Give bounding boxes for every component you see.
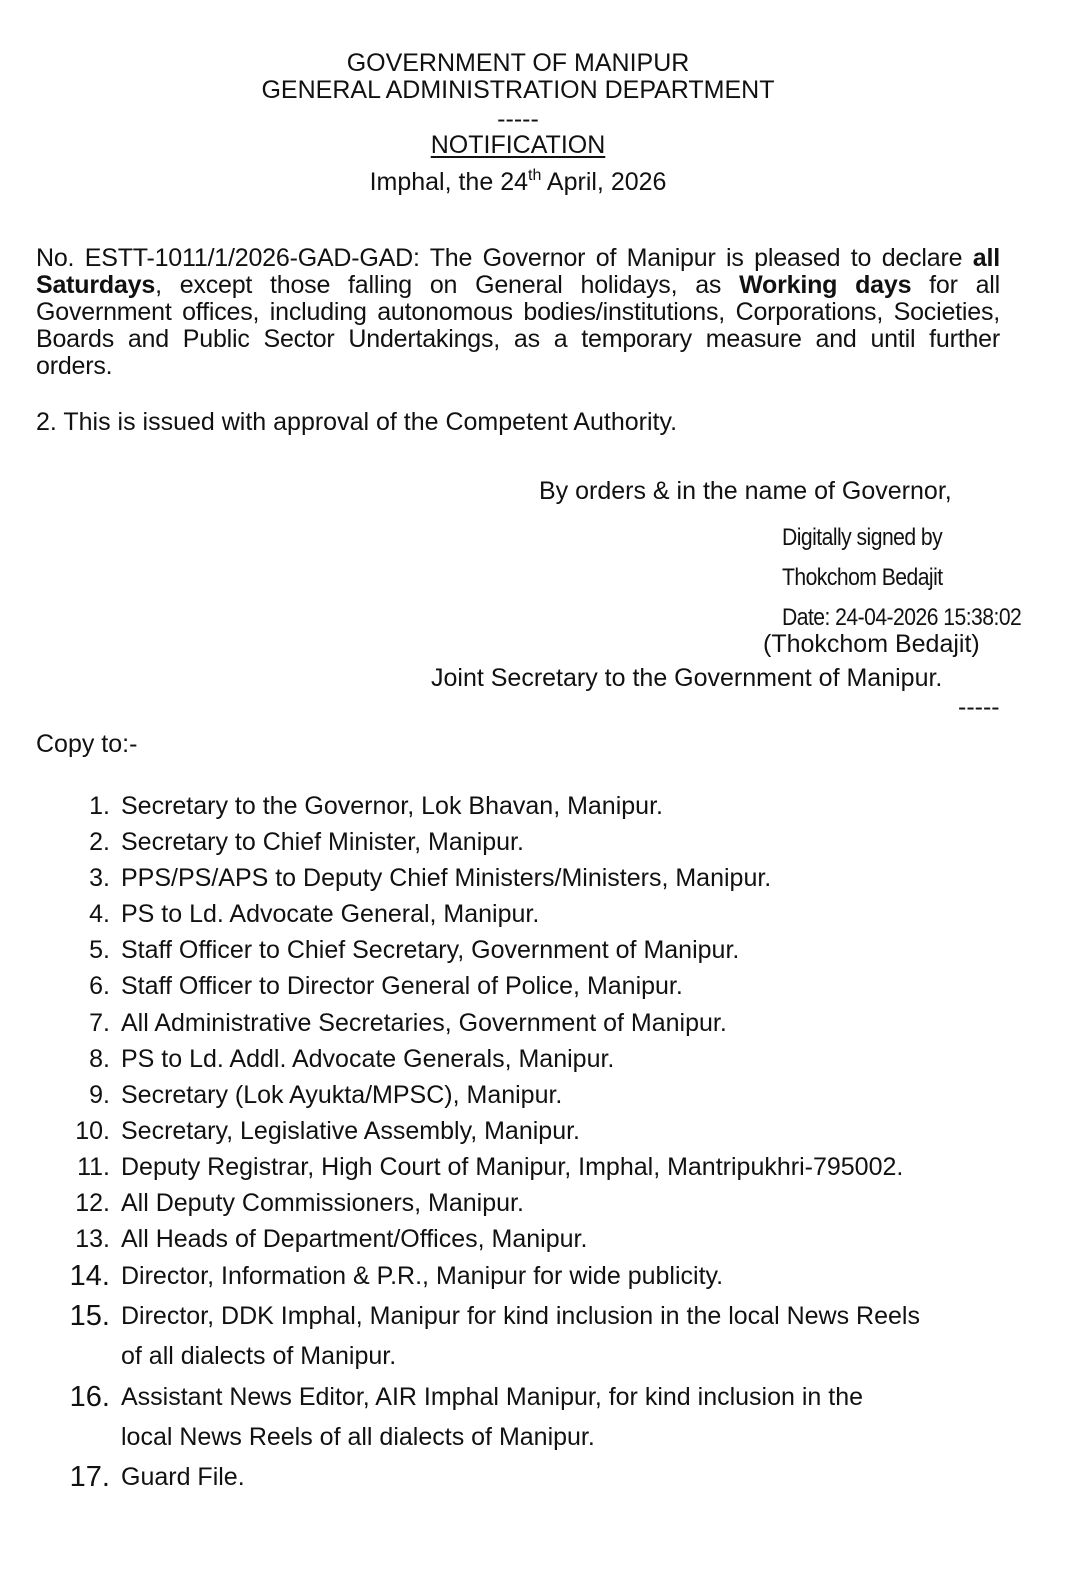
- signature-separator: -----: [958, 693, 1000, 721]
- signatory-name: (Thokchom Bedajit): [763, 630, 980, 658]
- list-item-text: Secretary to the Governor, Lok Bhavan, Manipur.: [121, 792, 663, 820]
- list-item-text: Staff Officer to Director General of Police, Manipur.: [121, 972, 683, 1000]
- signatory-designation: Joint Secretary to the Government of Manipur.: [431, 664, 943, 692]
- approval-paragraph: 2. This is issued with approval of the Competent Authority.: [36, 408, 678, 436]
- list-item-number: 4.: [89, 900, 110, 928]
- list-item-number: 6.: [89, 972, 110, 1000]
- notification-title-text: NOTIFICATION: [430, 131, 606, 159]
- list-item-text: All Heads of Department/Offices, Manipur.: [121, 1225, 588, 1253]
- list-item-text: Secretary, Legislative Assembly, Manipur.: [121, 1117, 580, 1145]
- list-item-text: All Administrative Secretaries, Government of Manipur.: [121, 1009, 727, 1037]
- list-item-number: 1.: [89, 792, 110, 820]
- list-item-number: 10.: [75, 1117, 110, 1145]
- digital-signature-line2: Thokchom Bedajit: [782, 564, 943, 591]
- list-item-text: Staff Officer to Chief Secretary, Government of Manipur.: [121, 936, 740, 964]
- list-item-text: Secretary to Chief Minister, Manipur.: [121, 828, 524, 856]
- list-item-text: Deputy Registrar, High Court of Manipur, Imphal, Mantripukhri-795002.: [121, 1153, 904, 1181]
- list-item-number: 11.: [77, 1153, 110, 1181]
- digital-signature-line1: Digitally signed by: [782, 524, 943, 551]
- header-separator: -----: [497, 105, 539, 133]
- list-item-number: 9.: [89, 1081, 110, 1109]
- list-item-text-continued: local News Reels of all dialects of Manipur.: [121, 1423, 595, 1451]
- list-item-number: 7.: [89, 1009, 110, 1037]
- list-item-number: 13.: [75, 1225, 110, 1253]
- notification-title: [0, 130, 1036, 160]
- list-item-number: 15.: [69, 1300, 110, 1332]
- list-item-number: 12.: [75, 1189, 110, 1217]
- list-item-text-continued: of all dialects of Manipur.: [121, 1342, 397, 1370]
- list-item-number: 17.: [69, 1461, 110, 1493]
- place-date: Imphal, the 24th April, 2026: [369, 167, 667, 196]
- list-item-text: Secretary (Lok Ayukta/MPSC), Manipur.: [121, 1081, 563, 1109]
- list-item-number: 8.: [89, 1045, 110, 1073]
- list-item-text: Director, DDK Imphal, Manipur for kind inclusion in the local News Reels: [121, 1302, 920, 1330]
- list-item-number: 2.: [89, 828, 110, 856]
- list-item-text: PS to Ld. Addl. Advocate Generals, Manipur.: [121, 1045, 615, 1073]
- list-item-text: Guard File.: [121, 1463, 245, 1491]
- list-item-number: 5.: [89, 936, 110, 964]
- by-orders-line: By orders & in the name of Governor,: [539, 477, 952, 505]
- list-item-text: PPS/PS/APS to Deputy Chief Ministers/Ministers, Manipur.: [121, 864, 772, 892]
- digital-signature-date: Date: 24-04-2026 15:38:02: [782, 604, 1022, 631]
- department-name: GENERAL ADMINISTRATION DEPARTMENT: [261, 76, 775, 104]
- list-item-text: Director, Information & P.R., Manipur for wide publicity.: [121, 1262, 724, 1290]
- list-item-number: 16.: [69, 1381, 110, 1413]
- copy-to-label: Copy to:-: [36, 730, 138, 758]
- list-item-number: 3.: [89, 864, 110, 892]
- notification-body: No. ESTT-1011/1/2026-GAD-GAD: The Governor of Manipur is pleased to declare all Saturdays, except those falling on General holidays, as Working days for all Government offices, including autonomous bodies/institutions, Corporations, Societies, Boards and Public Sector Undertakings, as a temporary measure and until further orders.: [36, 244, 1000, 380]
- list-item-number: 14.: [69, 1260, 110, 1292]
- government-name: GOVERNMENT OF MANIPUR: [346, 49, 690, 77]
- list-item-text: Assistant News Editor, AIR Imphal Manipur, for kind inclusion in the: [121, 1383, 864, 1411]
- list-item-text: PS to Ld. Advocate General, Manipur.: [121, 900, 540, 928]
- list-item-text: All Deputy Commissioners, Manipur.: [121, 1189, 524, 1217]
